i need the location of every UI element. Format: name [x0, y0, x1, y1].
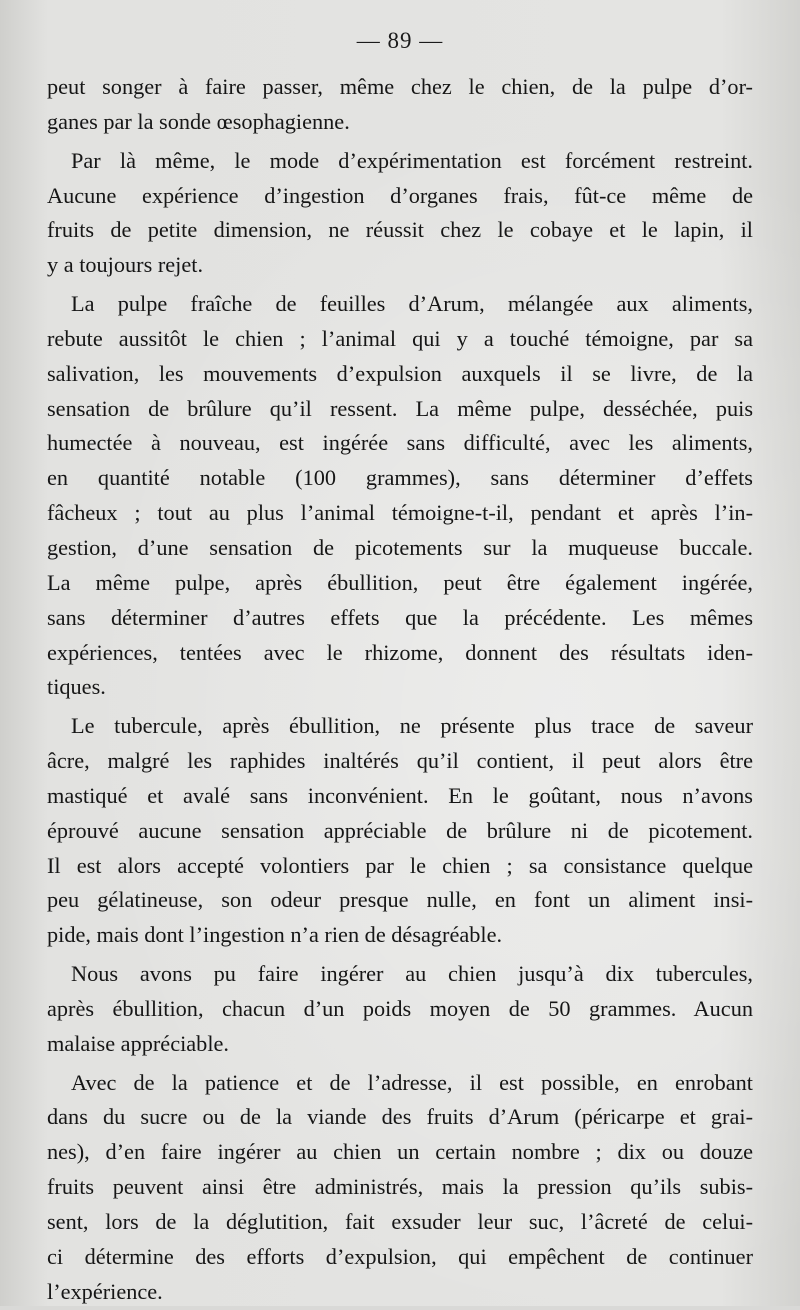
text-line: peut songer à faire passer, même chez le chien, de la pulpe d’or- — [47, 74, 753, 99]
text-line: Par là même, le mode d’expérimentation est forcément restreint. — [71, 147, 753, 173]
text-line: ci détermine des efforts d’expulsion, qui empêchent de continuer — [47, 1243, 753, 1269]
text-line: l’expérience. — [47, 1278, 163, 1304]
text-line: La pulpe fraîche de feuilles d’Arum, mélangée aux aliments, — [71, 291, 753, 317]
text-line: La même pulpe, après ébullition, peut être également ingérée, — [47, 569, 753, 595]
text-line: ganes par la sonde œsophagienne. — [47, 108, 350, 134]
text-line: Le tubercule, après ébullition, ne présente plus trace de saveur — [71, 713, 753, 739]
text-line: sans déterminer d’autres effets que la précédente. Les mêmes — [47, 604, 753, 630]
text-line: gestion, d’une sensation de picotements sur la muqueuse buccale. — [47, 534, 753, 560]
text-line: Il est alors accepté volontiers par le chien ; sa consistance quelque — [47, 852, 753, 878]
text-line: malaise appréciable. — [47, 1030, 229, 1056]
text-line: sent, lors de la déglutition, fait exsuder leur suc, l’âcreté de celui- — [47, 1209, 753, 1234]
text-line: mastiqué et avalé sans inconvénient. En le goûtant, nous n’avons — [47, 782, 753, 808]
text-line: salivation, les mouvements d’expulsion auxquels il se livre, de la — [47, 360, 753, 386]
text-line: Aucune expérience d’ingestion d’organes frais, fût-ce même de — [47, 182, 753, 208]
text-line: humectée à nouveau, est ingérée sans difficulté, avec les aliments, — [47, 430, 753, 456]
text-line: après ébullition, chacun d’un poids moyen de 50 grammes. Aucun — [47, 995, 753, 1021]
text-line: expériences, tentées avec le rhizome, donnent des résultats iden- — [47, 639, 753, 665]
text-line: Avec de la patience et de l’adresse, il est possible, en enrobant — [71, 1069, 753, 1095]
page-number: — 89 — — [356, 28, 444, 53]
text-line: sensation de brûlure qu’il ressent. La même pulpe, desséchée, puis — [47, 395, 753, 421]
text-line: Nous avons pu faire ingérer au chien jusqu’à dix tubercules, — [71, 961, 753, 987]
text-line: y a toujours rejet. — [47, 252, 204, 278]
text-line: en quantité notable (100 grammes), sans déterminer d’effets — [47, 465, 753, 491]
text-line: rebute aussitôt le chien ; l’animal qui y a touché témoigne, par sa — [47, 325, 753, 351]
text-line: peu gélatineuse, son odeur presque nulle, en font un aliment insi- — [47, 887, 753, 913]
text-line: fruits de petite dimension, ne réussit chez le cobaye et le lapin, il — [47, 217, 753, 243]
text-line: pide, mais dont l’ingestion n’a rien de désagréable. — [47, 922, 503, 948]
text-line: fâcheux ; tout au plus l’animal témoigne-t-il, pendant et après l’in- — [47, 500, 753, 526]
body-text — [47, 70, 753, 1310]
text-line: nes), d’en faire ingérer au chien un certain nombre ; dix ou douze — [47, 1139, 753, 1165]
text-line: tiques. — [47, 674, 106, 700]
text-line: dans du sucre ou de la viande des fruits d’Arum (péricarpe et grai- — [47, 1104, 753, 1130]
text-line: éprouvé aucune sensation appréciable de brûlure ni de picotement. — [47, 817, 753, 843]
text-line: fruits peuvent ainsi être administrés, mais la pression qu’ils subis- — [47, 1174, 753, 1200]
text-line: âcre, malgré les raphides inaltérés qu’il contient, il peut alors être — [47, 748, 753, 774]
